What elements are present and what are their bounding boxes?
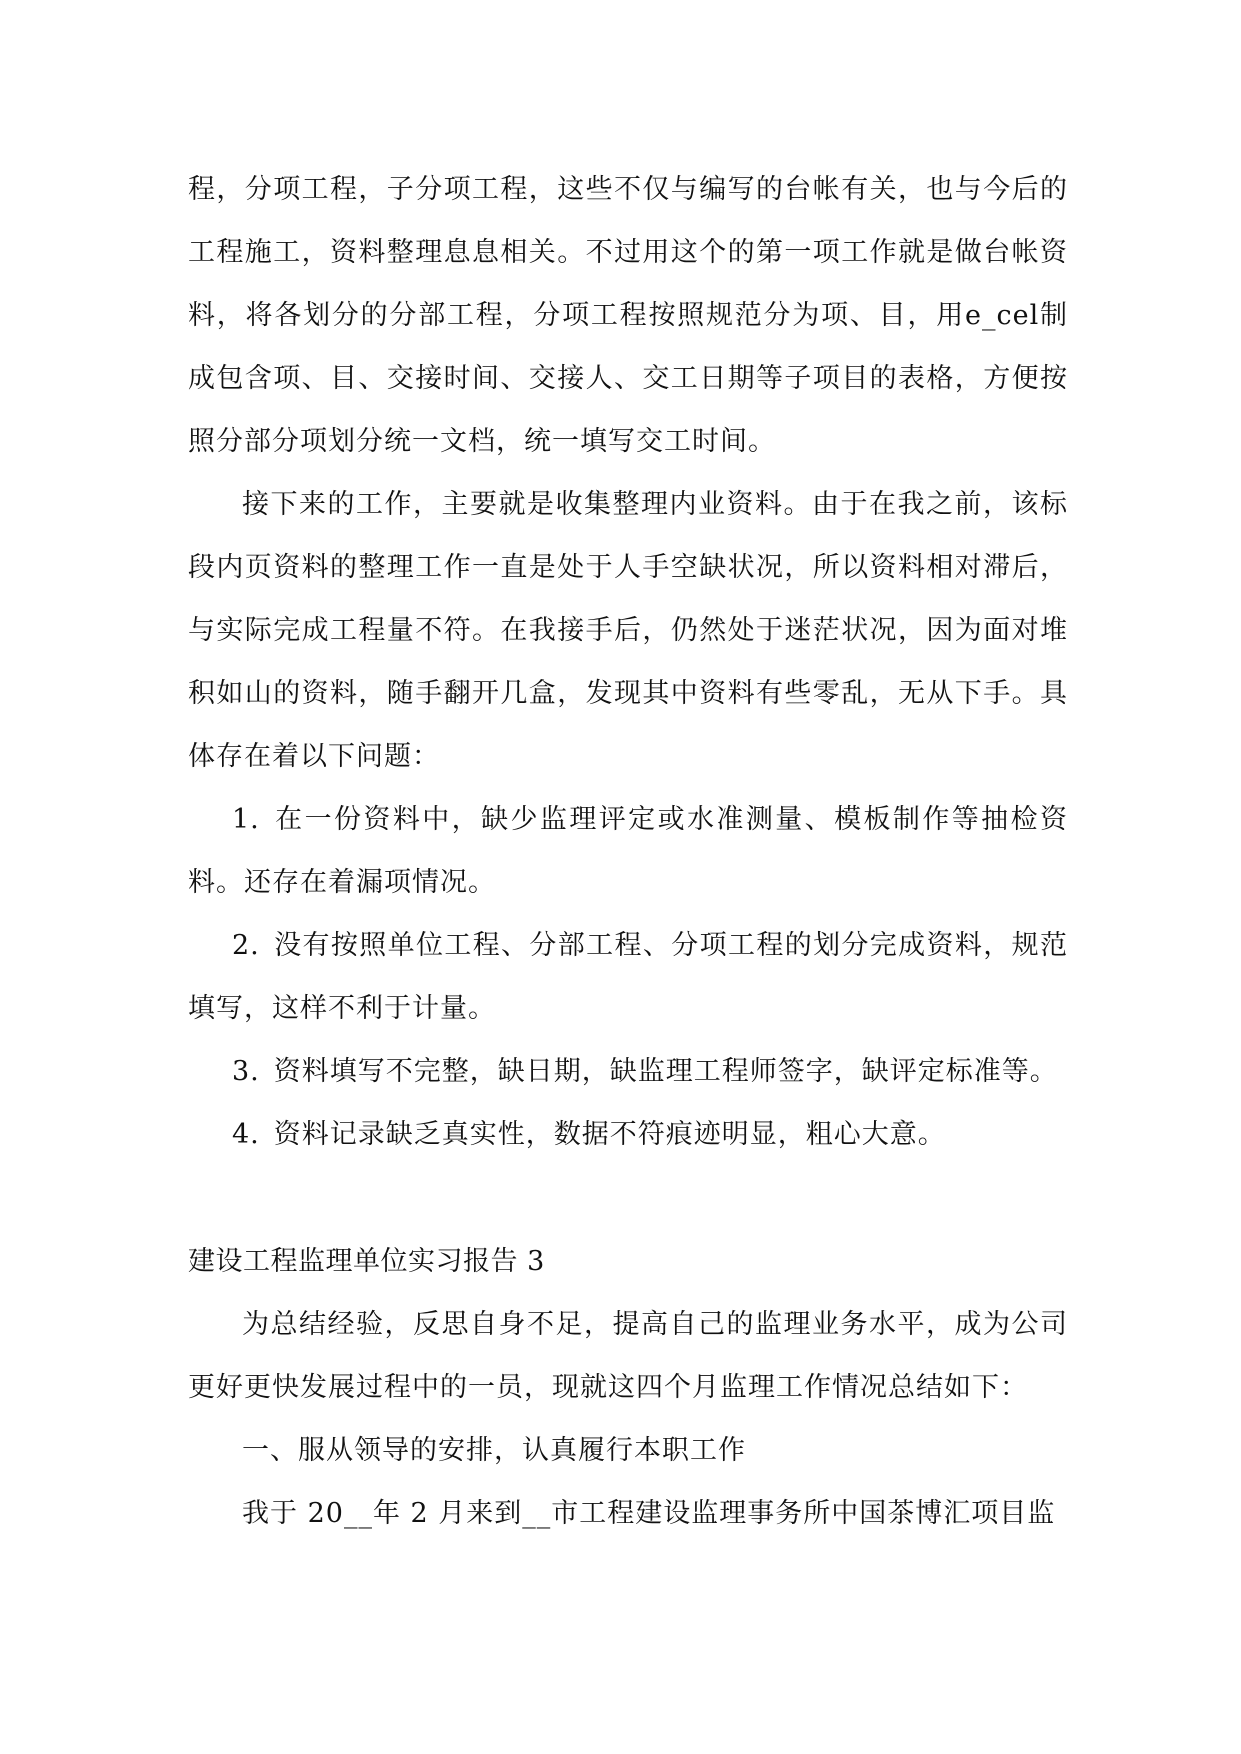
list-item (188, 788, 1068, 914)
document-body (188, 158, 1068, 1545)
section-spacer (188, 1166, 1068, 1230)
list-item-number: 2. (232, 930, 260, 961)
list-item-number: 1. (232, 804, 260, 835)
paragraph-arrival: 我于 20__年 2 月来到__市工程建设监理事务所中国茶博汇项目监 (242, 1498, 1056, 1529)
list-item (188, 1103, 1068, 1166)
list-item (188, 1040, 1068, 1103)
list-item-number: 3. (232, 1056, 260, 1087)
list-item-number: 4. (232, 1119, 260, 1150)
problem-list (188, 788, 1068, 1166)
list-item-text: 资料填写不完整，缺日期，缺监理工程师签字，缺评定标准等。 (273, 1056, 1058, 1087)
section-heading: 建设工程监理单位实习报告 3 (188, 1246, 545, 1277)
paragraph-summary-intro: 为总结经验，反思自身不足，提高自己的监理业务水平，成为公司更好更快发展过程中的一员，现就这四个月监理工作情况总结如下： (188, 1309, 1068, 1403)
paragraph-project-division: 程，分项工程，子分项工程，这些不仅与编写的台帐有关，也与今后的工程施工，资料整理息息相关。不过用这个的第一项工作就是做台帐资料，将各划分的分部工程，分项工程按照规范分为项、目，用e_cel制成包含项、目、交接时间、交接人、交工日期等子项目的表格，方便按照分部分项划分统一文档，统一填写交工时间。 (188, 174, 1068, 457)
list-item-text: 在一份资料中，缺少监理评定或水准测量、模板制作等抽检资料。还存在着漏项情况。 (188, 804, 1068, 898)
paragraph-data-collection: 接下来的工作，主要就是收集整理内业资料。由于在我之前，该标段内页资料的整理工作一直是处于人手空缺状况，所以资料相对滞后，与实际完成工程量不符。在我接手后，仍然处于迷茫状况，因为面对堆积如山的资料，随手翻开几盒，发现其中资料有些零乱，无从下手。具体存在着以下问题： (188, 489, 1068, 772)
list-item-text: 资料记录缺乏真实性，数据不符痕迹明显，粗心大意。 (273, 1119, 946, 1150)
list-item-text: 没有按照单位工程、分部工程、分项工程的划分完成资料，规范填写，这样不利于计量。 (188, 930, 1068, 1024)
list-item (188, 914, 1068, 1040)
paragraph-subheading-one: 一、服从领导的安排，认真履行本职工作 (242, 1435, 746, 1466)
